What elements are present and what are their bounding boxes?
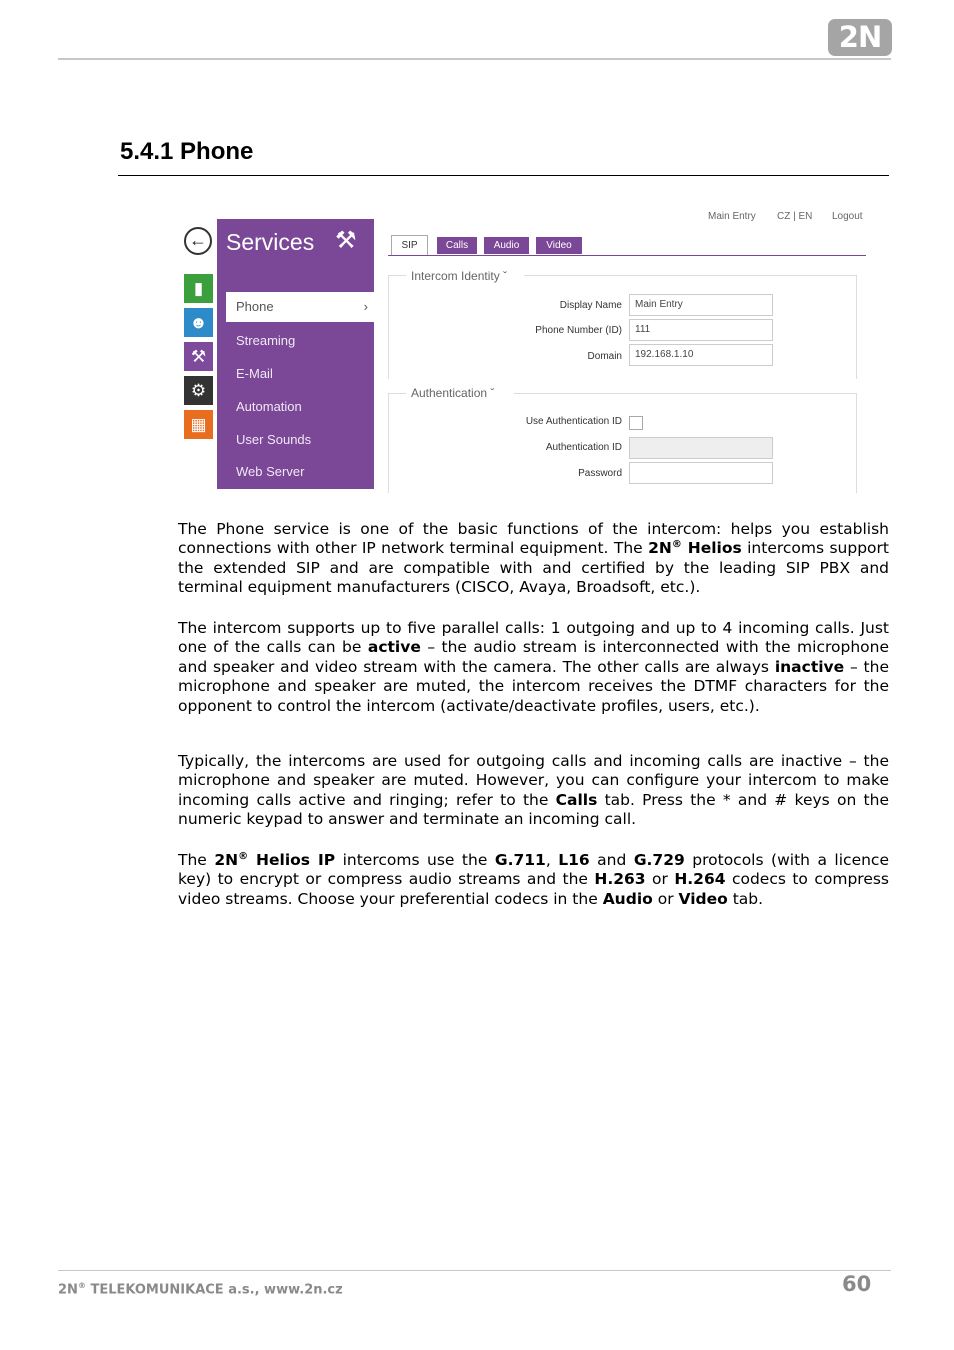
tab-sip[interactable]: SIP: [391, 235, 428, 255]
password-label: Password: [578, 468, 622, 479]
users-icon[interactable]: ☻: [184, 308, 213, 337]
menu-item-automation[interactable]: Automation: [236, 399, 302, 414]
services-ui-screenshot: [180, 205, 870, 495]
phone-number-label: Phone Number (ID): [535, 325, 622, 336]
tab-calls[interactable]: Calls: [437, 237, 477, 254]
logout-link[interactable]: Logout: [832, 211, 863, 222]
display-name-label: Display Name: [559, 300, 622, 311]
paragraph-typical-use: Typically, the intercoms are used for outgoing calls and incoming calls are inactive – the microphone and speaker are muted. However, you can configure your intercom to make incoming calls active and ringing; refer to the Calls tab. Press the * and # keys on the numeric keypad to answer and terminate an incoming call.: [178, 752, 889, 829]
hardware-gear-icon[interactable]: ⚙: [184, 376, 213, 405]
use-auth-id-checkbox[interactable]: [629, 416, 643, 430]
tab-underline: [388, 255, 866, 256]
auth-id-label: Authentication ID: [545, 442, 622, 453]
company-logo: 2N: [828, 19, 892, 56]
phone-number-input[interactable]: 111: [629, 319, 773, 341]
auth-id-input[interactable]: [629, 437, 773, 459]
tab-video[interactable]: Video: [536, 237, 582, 254]
menu-item-email[interactable]: E-Mail: [236, 366, 273, 381]
status-chart-icon[interactable]: ▮: [184, 274, 213, 303]
password-input[interactable]: [629, 462, 773, 484]
domain-label: Domain: [587, 351, 622, 362]
menu-item-web-server[interactable]: Web Server: [236, 464, 305, 479]
section-title: 5.4.1 Phone: [120, 138, 254, 165]
back-arrow-icon[interactable]: ←: [184, 227, 212, 255]
menu-item-label: Phone: [236, 299, 274, 314]
menu-item-streaming[interactable]: Streaming: [236, 333, 296, 348]
domain-input[interactable]: 192.168.1.10: [629, 344, 773, 366]
intercom-identity-header[interactable]: Intercom Identity ˇ: [411, 269, 508, 283]
paragraph-calls: The intercom supports up to five parallel calls: 1 outgoing and up to 4 incoming calls. Just one of the calls can be active – the audio stream is interconnected with the microphone and speaker and video stream with the camera. The other calls are always inactive – the microphone and speaker are muted, the intercom receives the DTMF characters for the opponent to control the intercom (activate/deactivate profiles, users, etc.).: [178, 619, 889, 715]
tools-icon: ⚒: [335, 227, 357, 254]
use-auth-id-label: Use Authentication ID: [525, 416, 622, 427]
menu-item-phone[interactable]: [226, 292, 374, 322]
footer-rule: [58, 1270, 891, 1271]
system-grid-icon[interactable]: ▦: [184, 410, 213, 439]
paragraph-intro: The Phone service is one of the basic functions of the intercom: helps you establish connections with other IP network terminal equipment. The 2N® Helios intercoms support the extended SIP and are compatible with and certified by the leading SIP PBX and terminal equipment manufacturers (CISCO, Avaya, Broadsoft, etc.).: [178, 520, 889, 597]
header-rule: [58, 58, 891, 60]
main-entry-link[interactable]: Main Entry: [708, 211, 756, 222]
tab-audio[interactable]: Audio: [484, 237, 529, 254]
section-rule: [118, 175, 889, 176]
paragraph-codecs: The 2N® Helios IP intercoms use the G.711, L16 and G.729 protocols (with a licence key) to encrypt or compress audio streams and the H.263 or H.264 codecs to compress video streams. Choose your preferential codecs in the Audio or Video tab.: [178, 850, 890, 908]
menu-item-user-sounds[interactable]: User Sounds: [236, 432, 312, 447]
language-switch[interactable]: CZ | EN: [777, 211, 813, 222]
page-number: 60: [842, 1272, 872, 1296]
authentication-header[interactable]: Authentication ˇ: [411, 386, 495, 400]
chevron-right-icon: ›: [363, 299, 368, 314]
panel-title: Services: [226, 229, 315, 255]
services-panel: [217, 219, 374, 489]
display-name-input[interactable]: Main Entry: [629, 294, 773, 316]
services-tools-icon[interactable]: ⚒: [184, 342, 213, 371]
footer-company: 2N® TELEKOMUNIKACE a.s., www.2n.cz: [58, 1281, 343, 1298]
